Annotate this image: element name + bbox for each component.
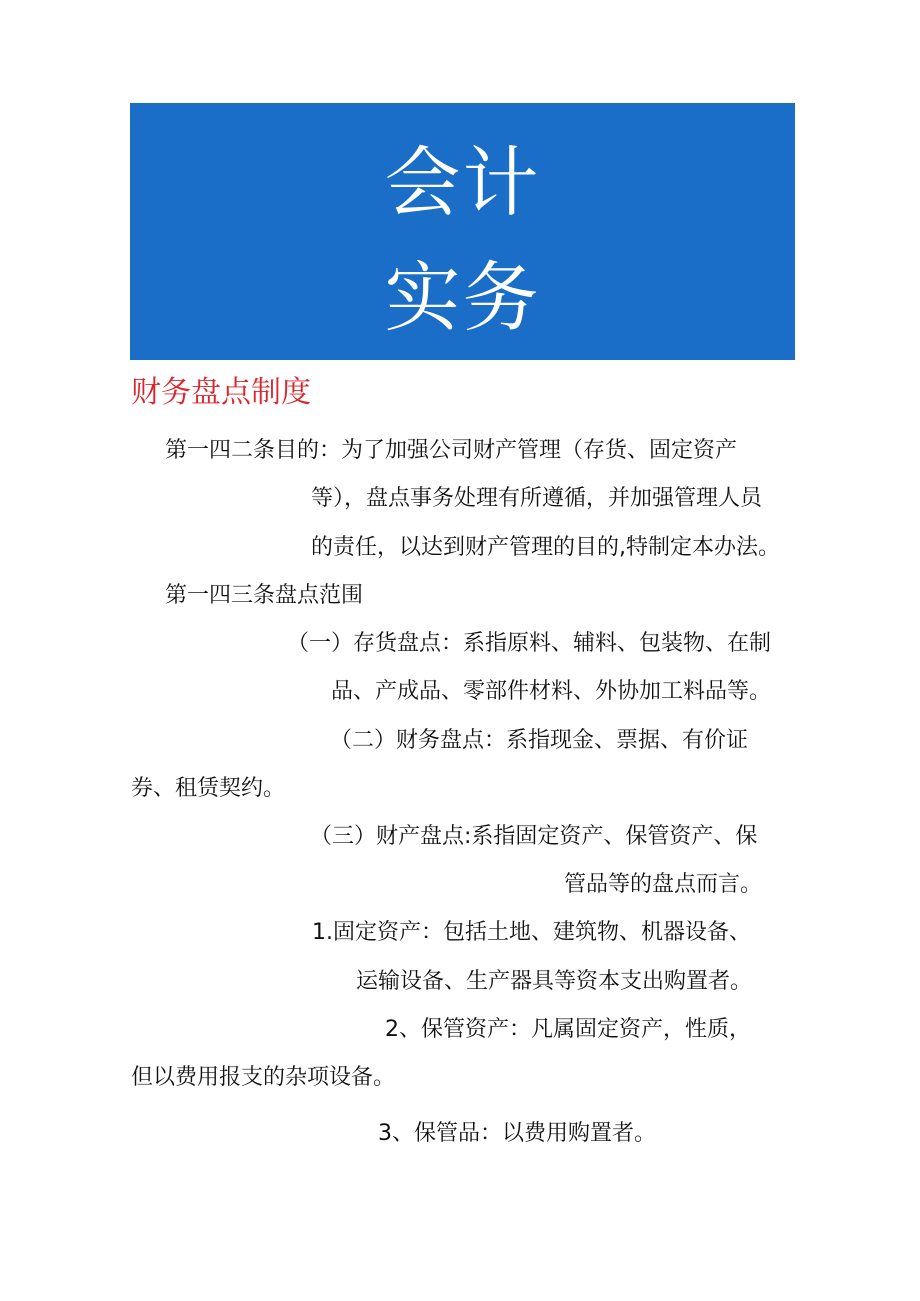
title-banner [130,103,795,360]
finance-line-1: （二）财务盘点：系指现金、票据、有价证 [330,728,749,753]
property-line-1: （三）财产盘点:系指固定资产、保管资产、保 [310,824,758,849]
custody-assets-line-1: 2、保管资产：凡属固定资产，性质， [385,1017,751,1042]
banner-title-line-2: 实务 [384,253,541,342]
document-heading: 财务盘点制度 [131,375,311,410]
inventory-line-2: 品、产成品、零部件材料、外协加工料品等。 [331,679,772,704]
paragraph-line-1: 第一四二条目的：为了加强公司财产管理（存货、固定资产 [165,438,738,463]
inventory-line-1: （一）存货盘点：系指原料、辅料、包装物、在制 [287,631,772,656]
custody-items-line: 3、保管品：以费用购置者。 [378,1121,656,1146]
property-line-2: 管品等的盘点而言。 [564,872,763,897]
paragraph-line-2: 等），盘点事务处理有所遵循，并加强管理人员 [311,486,763,511]
section-title-scope: 第一四三条盘点范围 [165,583,364,608]
finance-line-2: 券、租赁契约。 [131,776,286,801]
paragraph-line-3: 的责任，以达到财产管理的目的,特制定本办法。 [311,535,780,560]
custody-assets-line-2: 但以费用报支的杂项设备。 [131,1065,396,1090]
fixed-assets-line-1: 1.固定资产：包括土地、建筑物、机器设备、 [312,920,751,945]
banner-title-line-1: 会计 [384,138,541,227]
fixed-assets-line-2: 运输设备、生产器具等资本支出购置者。 [356,969,753,994]
